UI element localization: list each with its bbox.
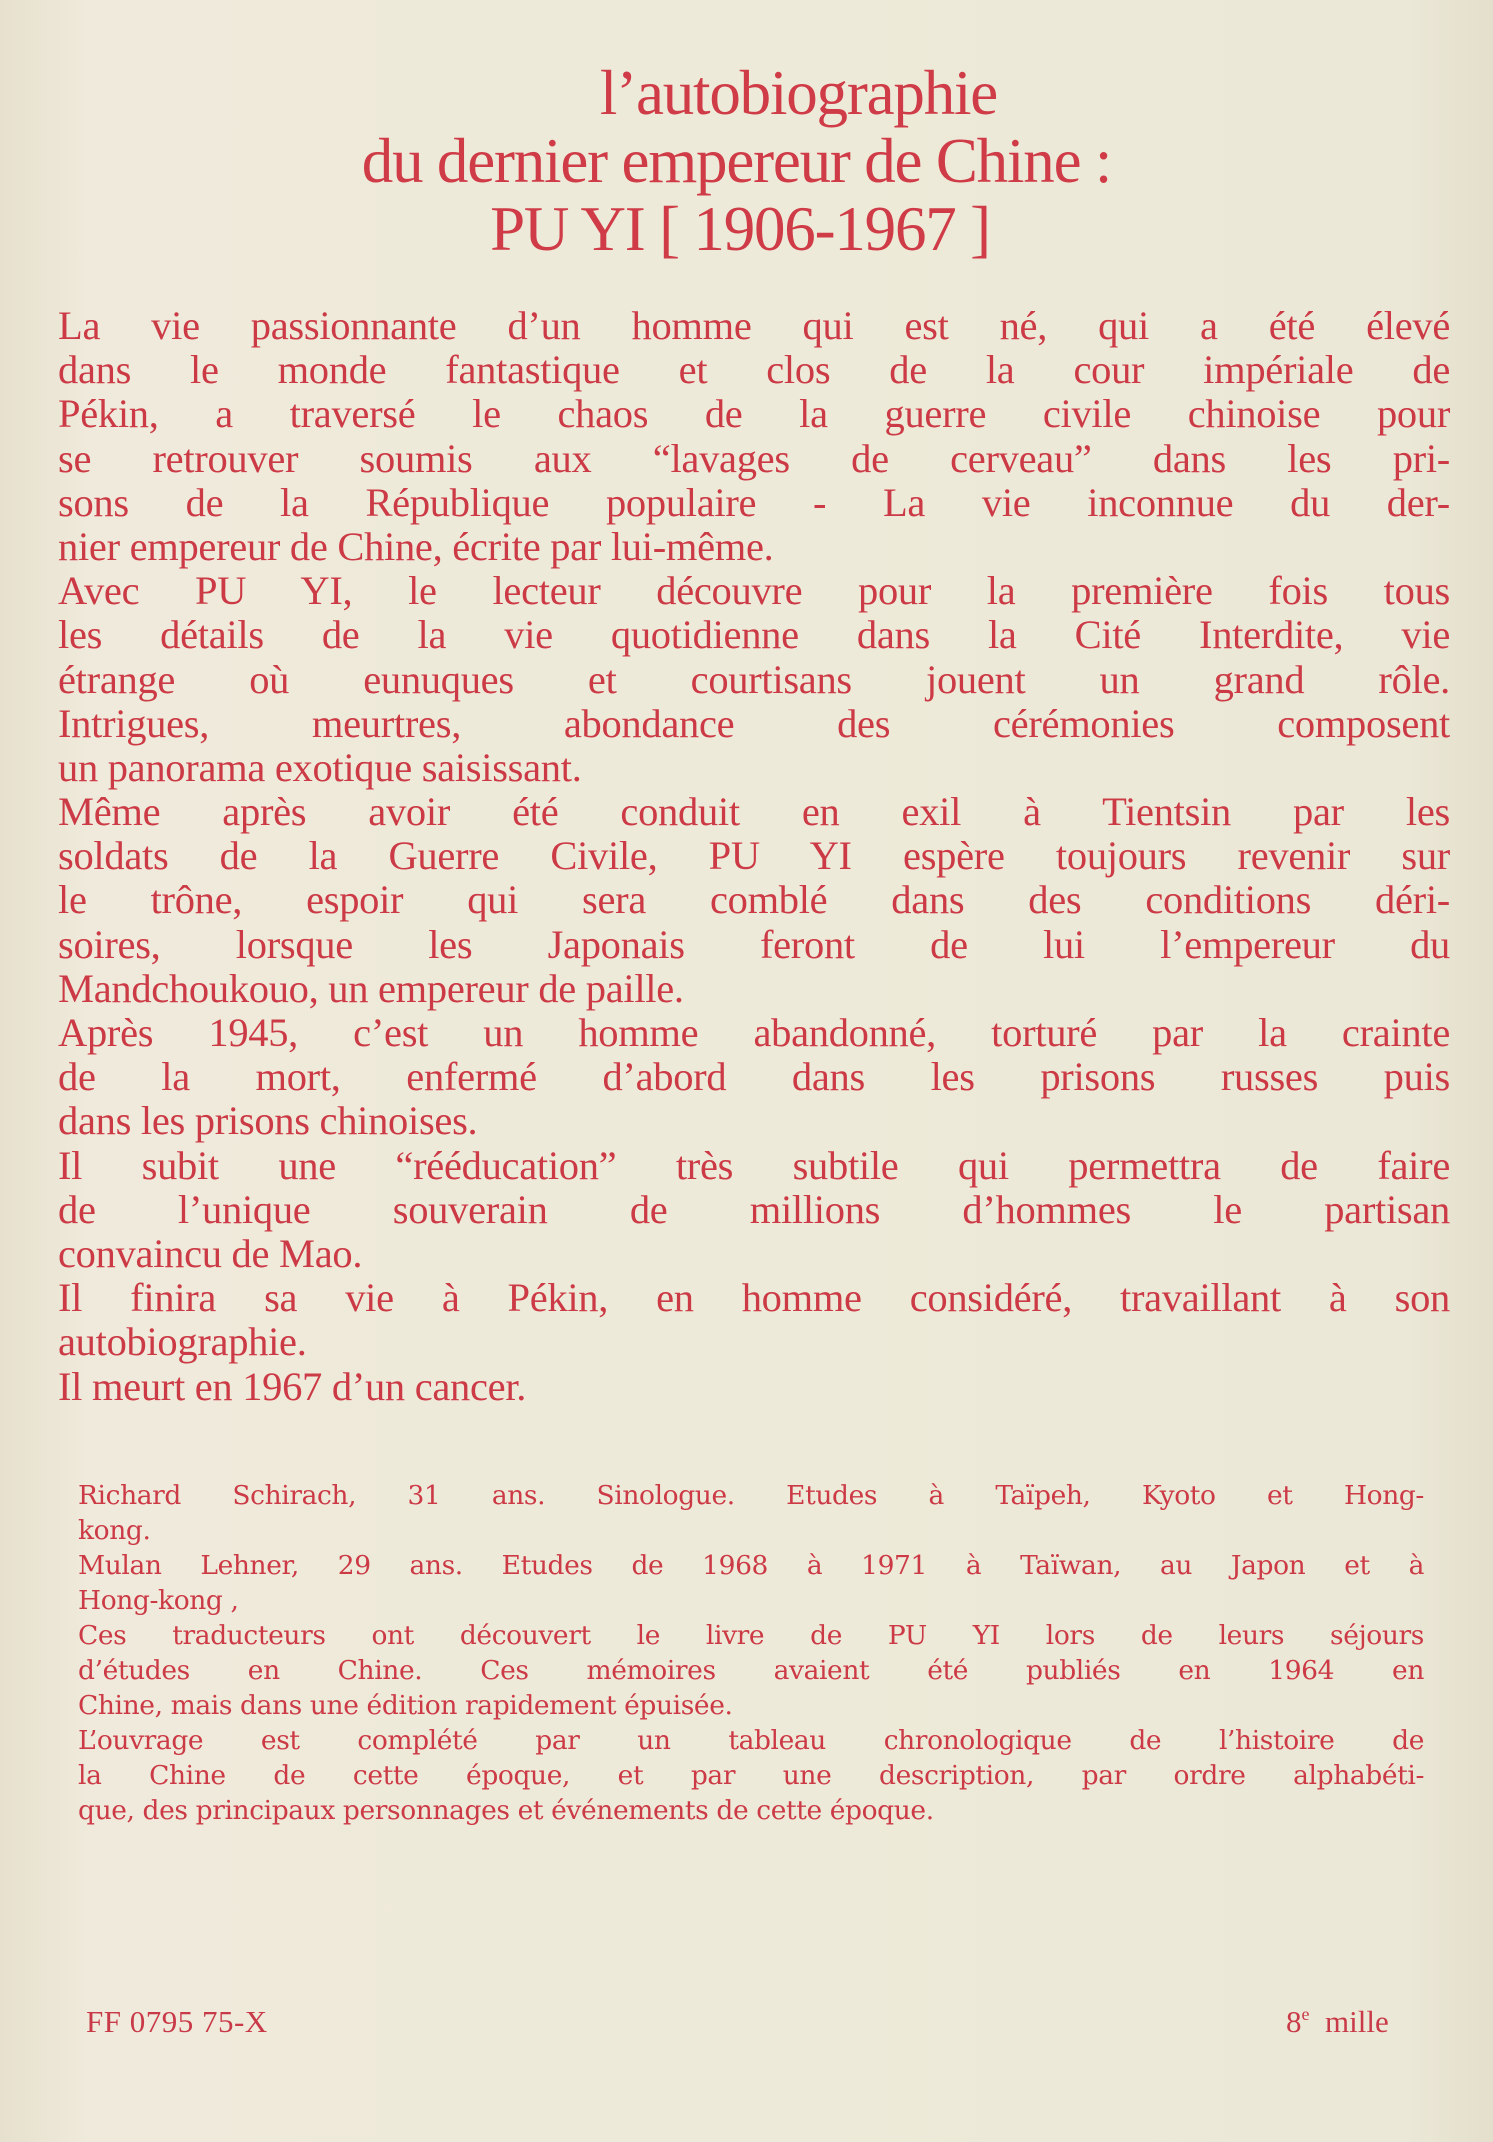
text-line: La vie passionnante d’un homme qui est né, qui a été élevé [58,303,1450,348]
text-line: Mandchoukouo, un empereur de paille. [58,965,684,1011]
text-line: sons de la République populaire - La vie inconnue du der- [58,479,1450,525]
text-line: Mulan Lehner, 29 ans. Etudes de 1968 à 1971 à Taïwan, au Japon et à [78,1550,1424,1581]
text-line: Même après avoir été conduit en exil à Tientsin par les [58,789,1450,835]
printing-label: mille [1325,2004,1389,2039]
printing-count [1286,2004,1389,2040]
text-line: Il meurt en 1967 d’un cancer. [58,1363,527,1409]
text-line: Pékin, a traversé le chaos de la guerre civile chinoise pour [58,391,1450,437]
text-line: autobiographie. [58,1319,307,1365]
text-line: de la mort, enfermé d’abord dans les prisons russes puis [58,1054,1450,1100]
title-line: l’autobiographie [599,58,998,129]
text-line: le trône, espoir qui sera comblé dans des conditions déri- [58,877,1450,923]
text-line: dans le monde fantastique et clos de la cour impériale de [58,347,1450,393]
text-line: convaincu de Mao. [58,1230,363,1276]
text-line: étrange où eunuques et courtisans jouent un grand rôle. [58,656,1450,702]
text-line: Il subit une “rééducation” très subtile qui permettra de faire [58,1142,1450,1188]
title-line: PU YI [ 1906-1967 ] [490,194,990,265]
synopsis-text [58,304,1450,1409]
text-line: de l’unique souverain de millions d’hommes le partisan [58,1186,1450,1232]
catalog-code: FF 0795 75-X [86,2004,268,2039]
text-line: L’ouvrage est complété par un tableau chronologique de l’histoire de [78,1725,1424,1756]
printing-number: 8 [1286,2004,1302,2039]
text-line: Chine, mais dans une édition rapidement épuisée. [78,1690,733,1721]
text-line: nier empereur de Chine, écrite par lui-même. [58,523,774,569]
text-line: d’études en Chine. Ces mémoires avaient été publiés en 1964 en [78,1655,1424,1686]
text-line: que, des principaux personnages et événements de cette époque. [78,1795,934,1826]
text-line: un panorama exotique saisissant. [58,744,582,790]
text-line: Il finira sa vie à Pékin, en homme considéré, travaillant à son [58,1275,1450,1321]
text-line: Ces traducteurs ont découvert le livre de PU YI lors de leurs séjours [78,1620,1424,1651]
text-line: se retrouver soumis aux “lavages de cerveau” dans les pri- [58,435,1450,481]
cover-title [0,59,1493,263]
text-line: soires, lorsque les Japonais feront de lui l’empereur du [58,921,1450,967]
text-line: Avec PU YI, le lecteur découvre pour la première fois tous [58,568,1450,614]
text-line: la Chine de cette époque, et par une description, par ordre alphabéti- [78,1760,1424,1791]
text-line: dans les prisons chinoises. [58,1098,478,1144]
text-line: Richard Schirach, 31 ans. Sinologue. Etudes à Taïpeh, Kyoto et Hong- [78,1480,1424,1511]
title-line: du dernier empereur de Chine : [361,126,1112,197]
text-line: Après 1945, c’est un homme abandonné, torturé par la crainte [58,1010,1450,1055]
printing-ordinal-suffix: e [1301,2004,1310,2024]
text-line: Intrigues, meurtres, abondance des cérémonies composent [58,700,1450,746]
text-line: Hong-kong , [78,1585,239,1616]
text-line: kong. [78,1515,151,1546]
text-line: les détails de la vie quotidienne dans la Cité Interdite, vie [58,612,1450,658]
text-line: soldats de la Guerre Civile, PU YI espère toujours revenir sur [58,833,1450,879]
translators-note [78,1478,1424,1828]
